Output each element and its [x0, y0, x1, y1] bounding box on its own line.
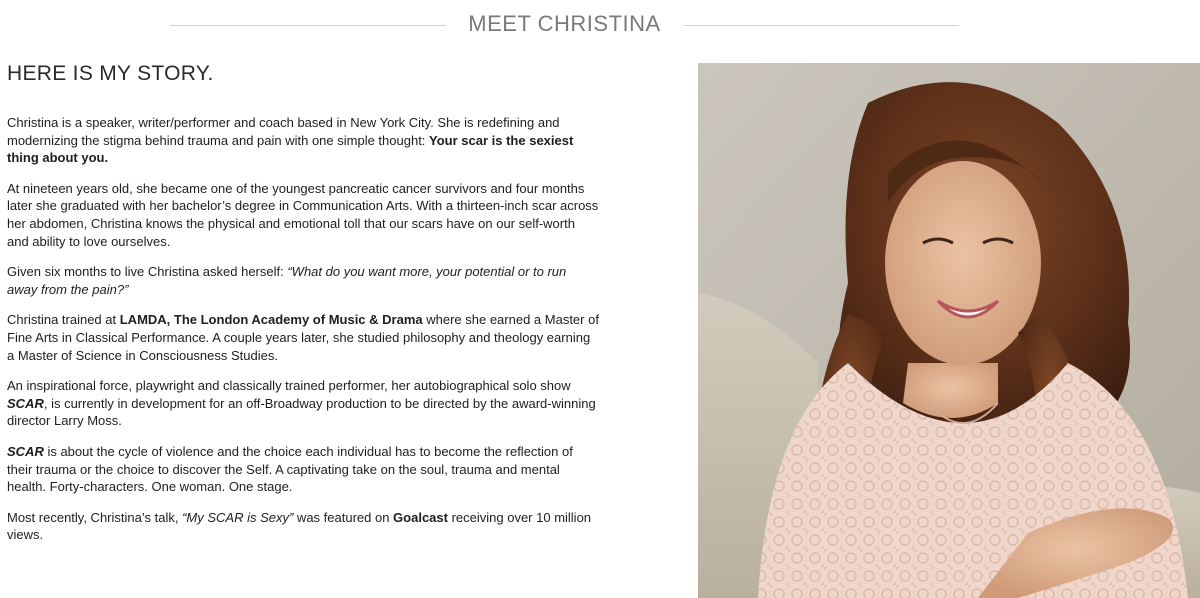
story-paragraph-6 — [7, 443, 599, 496]
paragraph-text: Most recently, Christina’s talk, — [7, 509, 183, 525]
paragraph-text: was featured on — [293, 509, 394, 525]
story-heading: HERE IS MY STORY. — [7, 62, 214, 85]
paragraph-text: Given six months to live Christina asked herself: — [7, 264, 288, 280]
story-paragraph-1 — [7, 114, 599, 167]
header-rule-right — [683, 25, 959, 26]
story-paragraph-4 — [7, 311, 599, 364]
portrait-photo — [698, 63, 1200, 598]
story-body — [7, 114, 599, 557]
show-title: SCAR — [7, 395, 44, 411]
portrait-illustration — [698, 63, 1200, 598]
paragraph-emphasis: Your scar is the sexiest thing about you. — [7, 132, 574, 166]
story-paragraph-3 — [7, 263, 599, 298]
paragraph-text: receiving over 10 million views. — [7, 509, 592, 543]
story-paragraph-7 — [7, 509, 599, 544]
paragraph-quote: “What do you want more, your potential or to run away from the pain?” — [7, 264, 567, 297]
show-title: SCAR — [7, 443, 44, 459]
section-header — [0, 0, 1200, 50]
paragraph-text: where she earned a Master of Fine Arts in Classical Performance. A couple years later, she studied philosophy and theology earning a Master of Science in Consciousness Studies. — [7, 312, 599, 363]
paragraph-text: Christina trained at — [7, 312, 120, 328]
paragraph-text: An inspirational force, playwright and classically trained performer, her autobiographical solo show — [7, 378, 571, 394]
paragraph-text: , is currently in development for an off-Broadway production to be directed by the award-winning director Larry Moss. — [7, 395, 596, 429]
paragraph-emphasis: Goalcast — [393, 509, 448, 525]
paragraph-text: Christina is a speaker, writer/performer and coach based in New York City. She is redefining and modernizing the stigma behind trauma and pain with one simple thought: — [7, 115, 560, 148]
section-title: MEET CHRISTINA — [468, 11, 661, 36]
header-rule-left — [170, 25, 446, 26]
story-paragraph-2: At nineteen years old, she became one of the youngest pancreatic cancer survivors and four months later she graduated with her bachelor’s degree in Communication Arts. With a thirteen-inch scar across her abdomen, Christina knows the physical and emotional toll that our scars have on our self-worth and ability to love ourselves. — [7, 180, 599, 249]
story-paragraph-5 — [7, 377, 599, 430]
paragraph-emphasis: LAMDA, The London Academy of Music & Drama — [119, 312, 423, 328]
talk-title: “My SCAR is Sexy” — [182, 509, 294, 525]
paragraph-text: is about the cycle of violence and the choice each individual has to become the reflection of their trauma or the choice to discover the Self. A captivating take on the soul, trauma and mental health. Forty-characters. One woman. One stage. — [7, 443, 573, 495]
